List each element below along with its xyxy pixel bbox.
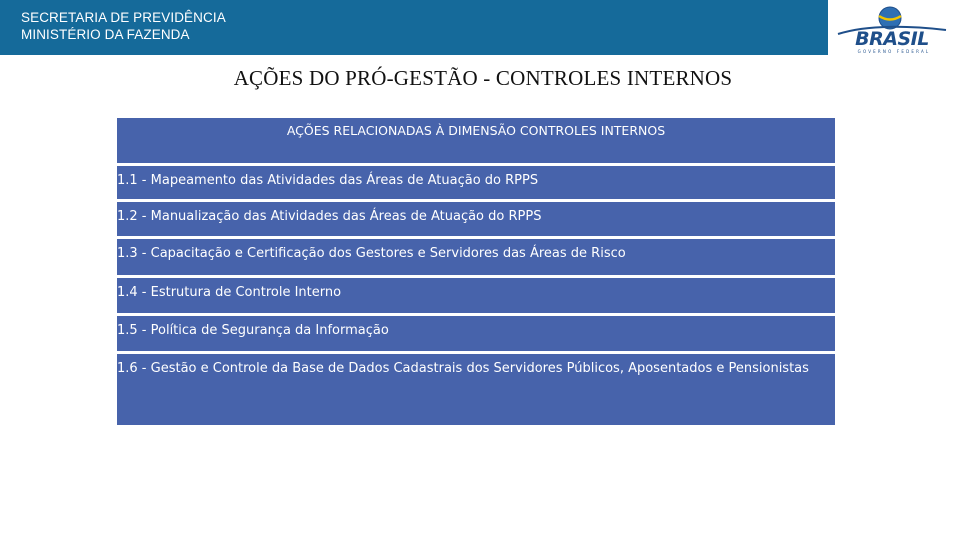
slide-title: AÇÕES DO PRÓ-GESTÃO - CONTROLES INTERNOS bbox=[233, 66, 733, 90]
header-bar bbox=[0, 0, 828, 55]
table-row: 1.6 - Gestão e Controle da Base de Dados Cadastrais dos Servidores Públicos, Aposentados e Pensionistas bbox=[117, 354, 835, 425]
header-line-secretaria: SECRETARIA DE PREVIDÊNCIA bbox=[21, 10, 226, 25]
logo-wordmark: BRASIL bbox=[855, 28, 929, 50]
header-text bbox=[21, 9, 226, 43]
logo-subtext: GOVERNO FEDERAL bbox=[857, 49, 931, 54]
table-header: AÇÕES RELACIONADAS À DIMENSÃO CONTROLES INTERNOS bbox=[117, 118, 835, 166]
actions-table bbox=[117, 118, 835, 425]
table-row: 1.3 - Capacitação e Certificação dos Gestores e Servidores das Áreas de Risco bbox=[117, 239, 835, 278]
table-row: 1.2 - Manualização das Atividades das Áreas de Atuação do RPPS bbox=[117, 202, 835, 239]
table-row: 1.1 - Mapeamento das Atividades das Áreas de Atuação do RPPS bbox=[117, 166, 835, 202]
table-row: 1.4 - Estrutura de Controle Interno bbox=[117, 278, 835, 316]
header-line-ministerio: MINISTÉRIO DA FAZENDA bbox=[21, 27, 190, 42]
brasil-logo bbox=[836, 4, 948, 54]
table-row: 1.5 - Política de Segurança da Informação bbox=[117, 316, 835, 354]
